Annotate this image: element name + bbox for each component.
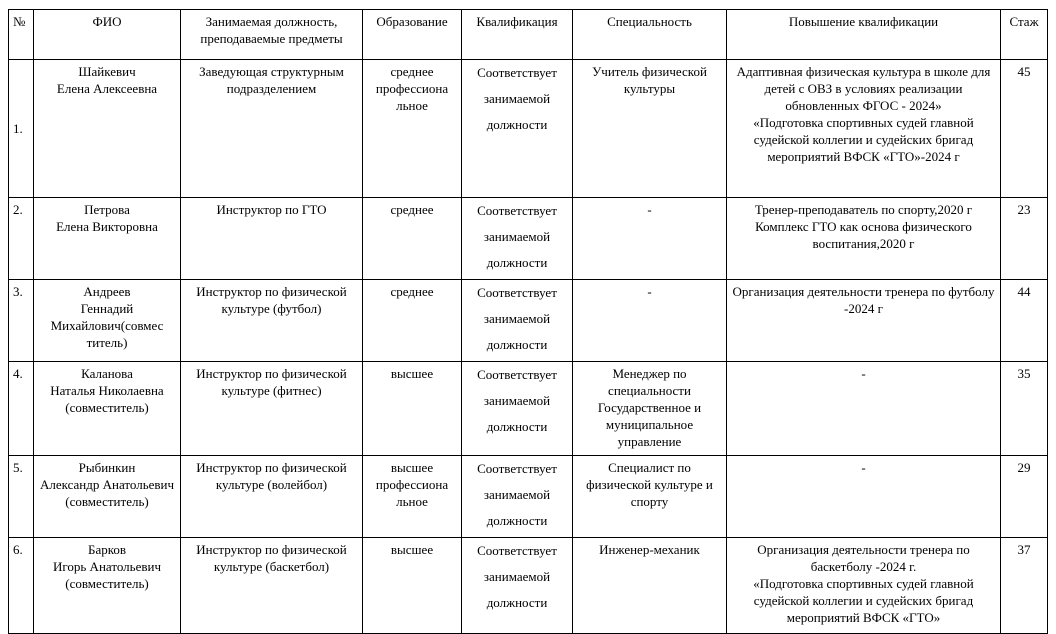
qualification-cell: Соответствует занимаемой должности xyxy=(462,60,573,198)
education-cell: высшее профессиона льное xyxy=(363,456,462,538)
surname: Рыбинкин xyxy=(78,460,136,475)
surname: Петрова xyxy=(84,202,130,217)
qualification-cell: Соответствует занимаемой должности xyxy=(462,456,573,538)
specialty-cell: Специалист по физической культуре и спорту xyxy=(573,456,727,538)
specialty-cell: - xyxy=(573,280,727,362)
surname: Андреев xyxy=(83,284,131,299)
employee-name xyxy=(34,362,181,456)
header-training: Повышение квалификации xyxy=(727,10,1001,60)
table-row xyxy=(9,280,1048,362)
table-row xyxy=(9,538,1048,634)
employee-name xyxy=(34,60,181,198)
header-qualification: Квалификация xyxy=(462,10,573,60)
training-item: Организация деятельности тренера по баскетболу -2024 г. xyxy=(757,542,970,574)
specialty-cell: Менеджер по специальности Государственное и муниципальное управление xyxy=(573,362,727,456)
training-cell xyxy=(727,538,1001,634)
position-cell: Инструктор по физической культуре (футбол) xyxy=(181,280,363,362)
header-name: ФИО xyxy=(34,10,181,60)
table-row xyxy=(9,60,1048,198)
header-position: Занимаемая должность, преподаваемые предметы xyxy=(181,10,363,60)
education-cell: среднее xyxy=(363,198,462,280)
qualification-cell: Соответствует занимаемой должности xyxy=(462,198,573,280)
given-names: Елена Алексеевна xyxy=(56,81,158,96)
education-cell: высшее xyxy=(363,362,462,456)
training-cell xyxy=(727,456,1001,538)
header-experience: Стаж xyxy=(1001,10,1048,60)
given-names: Елена Викторовна xyxy=(56,219,158,234)
experience-cell: 29 xyxy=(1001,456,1048,538)
training-cell xyxy=(727,198,1001,280)
experience-cell: 35 xyxy=(1001,362,1048,456)
specialty-cell: Учитель физической культуры xyxy=(573,60,727,198)
specialty-cell: Инженер-механик xyxy=(573,538,727,634)
training-cell xyxy=(727,60,1001,198)
row-number: 4. xyxy=(9,362,34,456)
position-cell: Заведующая структурным подразделением xyxy=(181,60,363,198)
education-cell: среднее профессиона льное xyxy=(363,60,462,198)
experience-cell: 44 xyxy=(1001,280,1048,362)
employee-name xyxy=(34,280,181,362)
given-names: Геннадий Михайлович(совмес титель) xyxy=(50,301,164,350)
training-item: - xyxy=(861,460,866,475)
training-item: - xyxy=(861,366,866,381)
given-names: Александр Анатольевич (совместитель) xyxy=(39,477,175,509)
experience-cell: 23 xyxy=(1001,198,1048,280)
given-names: Игорь Анатольевич (совместитель) xyxy=(52,559,161,591)
staff-table xyxy=(8,9,1048,634)
table-row xyxy=(9,456,1048,538)
row-number: 6. xyxy=(9,538,34,634)
training-item: Тренер-преподаватель по спорту,2020 г xyxy=(754,202,973,217)
table-row xyxy=(9,198,1048,280)
row-number: 3. xyxy=(9,280,34,362)
row-number: 1. xyxy=(9,60,34,198)
position-cell: Инструктор по физической культуре (фитнес) xyxy=(181,362,363,456)
training-cell xyxy=(727,280,1001,362)
training-item: Организация деятельности тренера по футболу -2024 г xyxy=(732,284,995,316)
header-row xyxy=(9,10,1048,60)
table-row xyxy=(9,362,1048,456)
employee-name xyxy=(34,456,181,538)
header-number: № xyxy=(9,10,34,60)
surname: Каланова xyxy=(81,366,133,381)
training-item: Комплекс ГТО как основа физического воспитания,2020 г xyxy=(755,219,972,251)
education-cell: среднее xyxy=(363,280,462,362)
qualification-cell: Соответствует занимаемой должности xyxy=(462,362,573,456)
education-cell: высшее xyxy=(363,538,462,634)
given-names: Наталья Николаевна (совместитель) xyxy=(50,383,164,415)
header-education: Образование xyxy=(363,10,462,60)
training-cell xyxy=(727,362,1001,456)
training-item: «Подготовка спортивных судей главной судейской коллегии и судейских бригад мероприятий ВФСК «ГТО»-2024 г xyxy=(753,115,974,164)
qualification-cell: Соответствует занимаемой должности xyxy=(462,280,573,362)
position-cell: Инструктор по физической культуре (волейбол) xyxy=(181,456,363,538)
experience-cell: 37 xyxy=(1001,538,1048,634)
row-number: 2. xyxy=(9,198,34,280)
training-item: Адаптивная физическая культура в школе для детей с ОВЗ в условиях реализации обновленных ФГОС - 2024» xyxy=(736,64,991,113)
experience-cell: 45 xyxy=(1001,60,1048,198)
position-cell: Инструктор по ГТО xyxy=(181,198,363,280)
header-specialty: Специальность xyxy=(573,10,727,60)
qualification-cell: Соответствует занимаемой должности xyxy=(462,538,573,634)
specialty-cell: - xyxy=(573,198,727,280)
training-item: «Подготовка спортивных судей главной судейской коллегии и судейских бригад мероприятий ВФСК «ГТО» xyxy=(753,576,974,625)
surname: Барков xyxy=(87,542,127,557)
surname: Шайкевич xyxy=(78,64,136,79)
employee-name xyxy=(34,198,181,280)
position-cell: Инструктор по физической культуре (баскетбол) xyxy=(181,538,363,634)
row-number: 5. xyxy=(9,456,34,538)
employee-name xyxy=(34,538,181,634)
